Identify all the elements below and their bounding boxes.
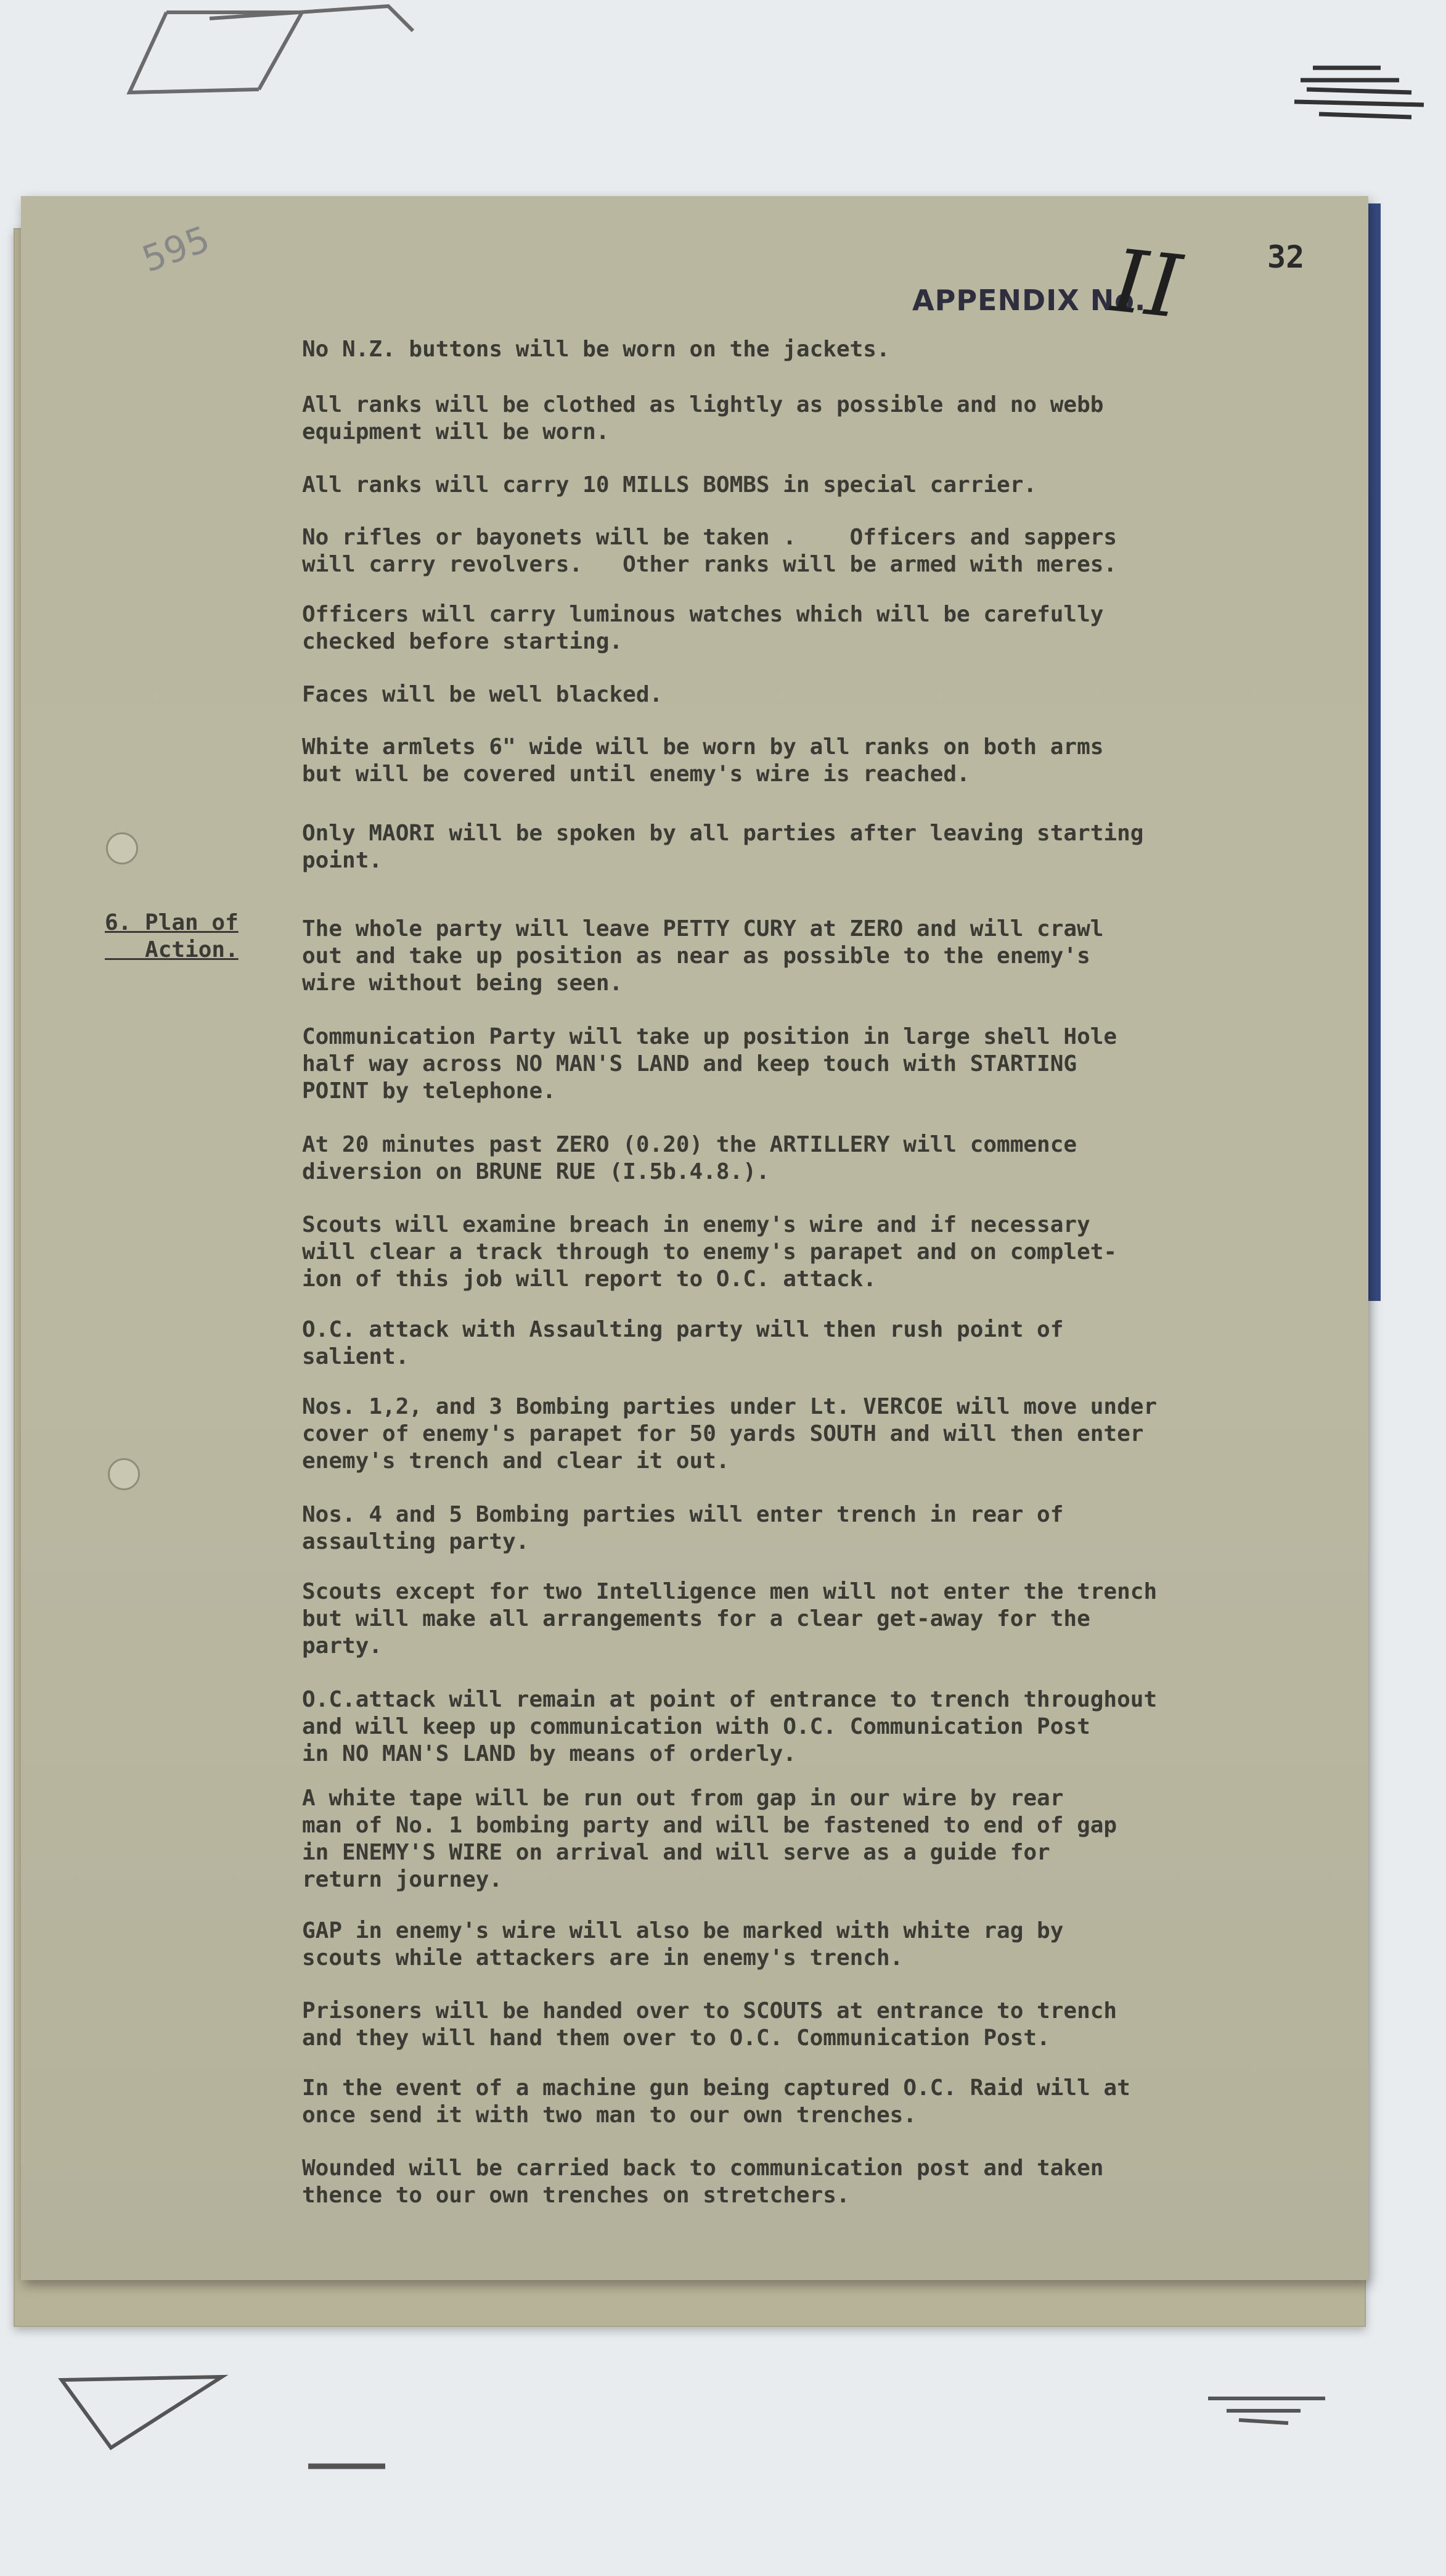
paragraph-buttons: No N.Z. buttons will be worn on the jackets.: [302, 337, 890, 362]
paragraph-scouts-breach: Scouts will examine breach in enemy's wire and if necessary will clear a track through to enemy's parapet and on complet- ion of this job will report to O.C. attack.: [302, 1212, 1117, 1292]
paragraph-weapons: No rifles or bayonets will be taken . Officers and sappers will carry revolvers. Other ranks will be armed with meres.: [302, 525, 1117, 577]
pencil-scribble-mark-top-right: [1288, 55, 1430, 129]
pencil-triangle-mark-top: [117, 0, 425, 105]
page-number: 32: [1267, 239, 1305, 275]
paragraph-white-tape: A white tape will be run out from gap in our wire by rear man of No. 1 bombing party and will be fastened to end of gap in ENEMY'S WIRE on arrival and will serve as a guide for return journey.: [302, 1786, 1117, 1892]
paragraph-machine-gun: In the event of a machine gun being captured O.C. Raid will at once send it with two man to our own trenches.: [302, 2075, 1130, 2128]
paragraph-scouts-getaway: Scouts except for two Intelligence men will not enter the trench but will make all arrangements for a clear get-away for the party.: [302, 1579, 1158, 1659]
paragraph-clothing: All ranks will be clothed as lightly as possible and no webb equipment will be worn.: [302, 392, 1104, 445]
paragraph-watches: Officers will carry luminous watches which will be carefully checked before starting.: [302, 602, 1104, 654]
punch-hole-middle: [108, 1458, 140, 1490]
folio-number: 595: [136, 218, 216, 281]
section-heading-plan-of-action: 6. Plan of Action.: [105, 910, 239, 962]
paragraph-communication-party: Communication Party will take up position in large shell Hole half way across NO MAN'S LAND and keep touch with STARTING POINT by telephone.: [302, 1024, 1117, 1104]
paragraph-faces: Faces will be well blacked.: [302, 682, 663, 707]
pencil-scribble-mark-bottom-right: [1202, 2386, 1338, 2435]
paragraph-armlets: White armlets 6" wide will be worn by all ranks on both arms but will be covered until enemy's wire is reached.: [302, 734, 1104, 787]
paragraph-wounded: Wounded will be carried back to communication post and taken thence to our own trenches on stretchers.: [302, 2156, 1104, 2208]
paragraph-artillery: At 20 minutes past ZERO (0.20) the ARTILLERY will commence diversion on BRUNE RUE (I.5b.4.8.).: [302, 1132, 1077, 1184]
pencil-dash-mark-bottom: [305, 2457, 391, 2476]
paragraph-gap-marking: GAP in enemy's wire will also be marked with white rag by scouts while attackers are in enemy's trench.: [302, 1918, 1064, 1971]
punch-hole-top: [106, 832, 138, 864]
paragraph-oc-attack: O.C.attack will remain at point of entrance to trench throughout and will keep up communication with O.C. Communication Post in NO MAN'S LAND by means of orderly.: [302, 1687, 1158, 1766]
paragraph-maori: Only MAORI will be spoken by all parties after leaving starting point.: [302, 821, 1144, 873]
paragraph-petty-cury: The whole party will leave PETTY CURY at ZERO and will crawl out and take up position as near as possible to the enemy's wire without being seen.: [302, 916, 1104, 996]
appendix-label: APPENDIX No.: [912, 284, 1146, 317]
paragraph-mills-bombs: All ranks will carry 10 MILLS BOMBS in special carrier.: [302, 472, 1037, 498]
appendix-number: II: [1107, 231, 1186, 338]
paragraph-bombing-parties-4-5: Nos. 4 and 5 Bombing parties will enter trench in rear of assaulting party.: [302, 1502, 1064, 1554]
pencil-triangle-mark-bottom: [55, 2368, 240, 2460]
paragraph-bombing-parties-1-3: Nos. 1,2, and 3 Bombing parties under Lt. VERCOE will move under cover of enemy's parapet for 50 yards SOUTH and will then enter enemy's trench and clear it out.: [302, 1394, 1158, 1474]
paragraph-prisoners: Prisoners will be handed over to SCOUTS at entrance to trench and they will hand them over to O.C. Communication Post.: [302, 1998, 1117, 2051]
paragraph-assaulting-party: O.C. attack with Assaulting party will then rush point of salient.: [302, 1317, 1064, 1369]
